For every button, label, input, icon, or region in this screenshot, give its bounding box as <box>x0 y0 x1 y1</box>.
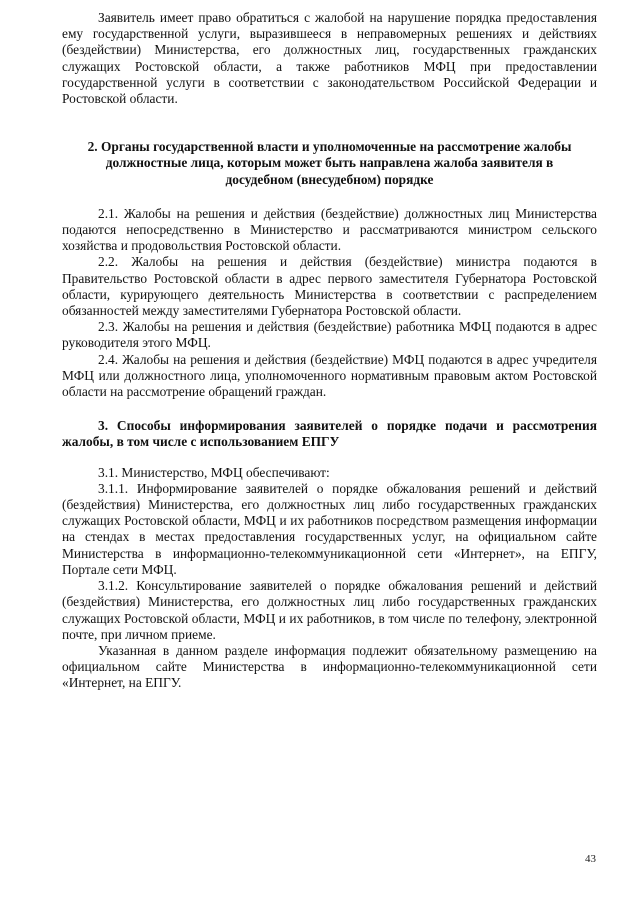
document-page <box>62 10 597 692</box>
intro-paragraph: Заявитель имеет право обратиться с жалобой на нарушение порядка предоставления ему государственной услуги, выразившееся в неправомерных решениях и действиях (бездействии) Министерства, его должностных лиц, государственных гражданских служащих Ростовской области, а также работников МФЦ при предоставлении государственной услуги в соответствии с законодательством Российской Федерации и Ростовской области. <box>62 10 597 107</box>
spacer <box>62 188 597 206</box>
section-3-paragraph-1: 3.1. Министерство, МФЦ обеспечивают: <box>98 464 330 480</box>
section-2-paragraph-1: 2.1. Жалобы на решения и действия (бездействие) должностных лиц Министерства подаются непосредственно в Министерство и рассматриваются министром сельского хозяйства и продовольствия Ростовской области. <box>62 205 597 254</box>
section-2-heading: 2. Органы государственной власти и уполномоченные на рассмотрение жалобы должностные лица, которым может быть направлена жалоба заявителя в досудебном (внесудебном) порядке <box>87 139 572 187</box>
section-2-paragraph-4: 2.4. Жалобы на решения и действия (бездействие) МФЦ подаются в адрес учредителя МФЦ или должностного лица, уполномоченного нормативным правовым актом Ростовской области на рассмотрение обращений граждан. <box>62 351 597 400</box>
spacer <box>62 107 597 139</box>
section-2-paragraph-2: 2.2. Жалобы на решения и действия (бездействие) министра подаются в Правительство Ростовской области в адрес первого заместителя Губернатора Ростовской области, курирующего деятельность Министерства в соответствии с распределением обязанностей между заместителями Губернатора Ростовской области. <box>62 254 597 319</box>
page-number: 43 <box>585 853 596 865</box>
spacer <box>62 451 597 465</box>
section-3-heading: 3. Способы информирования заявителей о порядке подачи и рассмотрения жалобы, в том числе с использованием ЕПГУ <box>62 418 597 450</box>
spacer <box>62 400 597 418</box>
section-3-paragraph-4: Указанная в данном разделе информация подлежит обязательному размещению на официальном сайте Министерства в информационно-телекоммуникационной сети «Интернет, на ЕПГУ. <box>62 642 597 691</box>
section-2-paragraph-3: 2.3. Жалобы на решения и действия (бездействие) работника МФЦ подаются в адрес руководителя этого МФЦ. <box>62 319 597 351</box>
section-3-paragraph-3: 3.1.2. Консультирование заявителей о порядке обжалования решений и действий (бездействия) Министерства, его должностных лиц либо государственных гражданских служащих Ростовской области, МФЦ и их работников, в том числе по телефону, электронной почте, при личном приеме. <box>62 578 597 642</box>
section-3-paragraph-2: 3.1.1. Информирование заявителей о порядке обжалования решений и действий (бездействия) Министерства, его должностных лиц либо государственных гражданских служащих Ростовской области, МФЦ и их работников посредством размещения информации на стендах в местах предоставления государственных услуг, на официальном сайте Министерства в информационно-телекоммуникационной сети «Интернет», на ЕПГУ, Портале сети МФЦ. <box>62 480 597 577</box>
